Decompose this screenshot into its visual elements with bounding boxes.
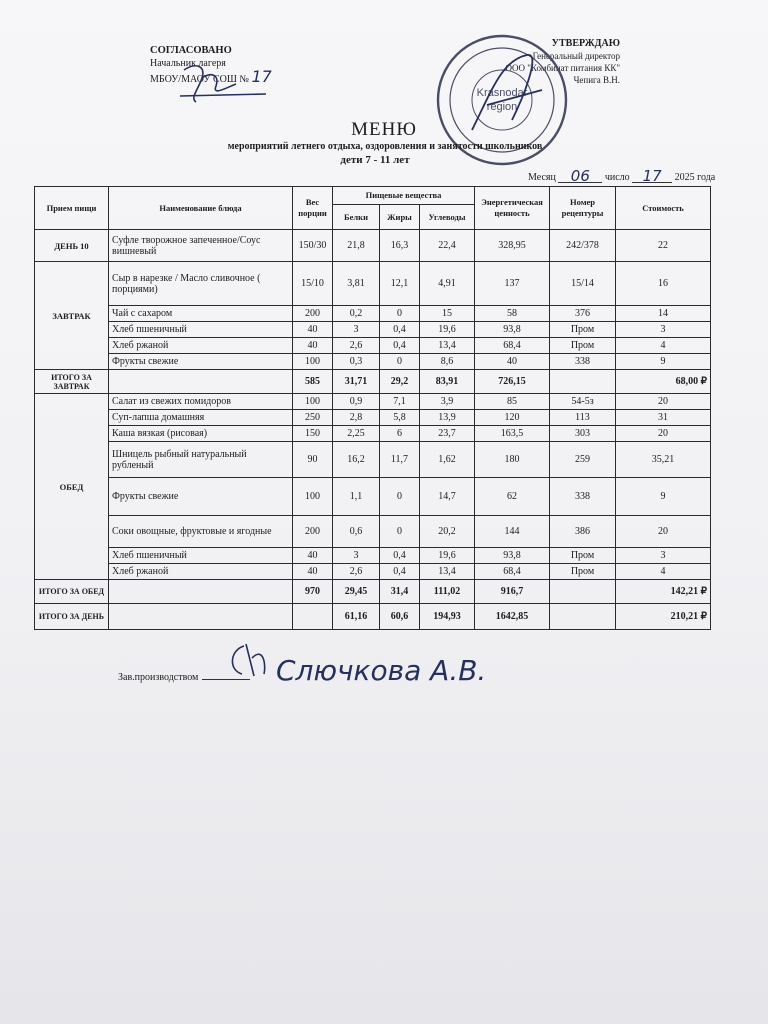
protein-cell: 3 [333,322,380,338]
menu-table [34,186,711,630]
carbs-total: 83,91 [420,370,475,394]
header-dish: Наименование блюда [109,187,293,230]
fat-cell: 0,4 [380,322,420,338]
table-row [35,564,711,580]
cost-cell: 35,21 [616,442,711,478]
weight-total: 970 [293,580,333,604]
protein-total: 61,16 [333,604,380,630]
footer-label: Зав.производством [118,672,199,683]
protein-cell: 2,25 [333,426,380,442]
energy-total: 726,15 [475,370,550,394]
empty-cell [550,580,616,604]
weight-cell: 100 [293,478,333,516]
protein-total: 31,71 [333,370,380,394]
svg-text:region: region [486,101,518,113]
document-subtitle: мероприятий летнего отдыха, оздоровления и занятости школьников [227,141,543,152]
signature-text: Слючкова А.В. [276,654,487,687]
carbs-cell: 1,62 [420,442,475,478]
approval-right-line2: ООО "Комбинат питания КК" [505,63,620,73]
breakfast-total-label: ИТОГО ЗА ЗАВТРАК [35,370,109,394]
header-meal: Прием пищи [35,187,109,230]
carbs-cell: 19,6 [420,548,475,564]
cost-total: 210,21 ₽ [616,604,711,630]
energy-cell: 68,4 [475,564,550,580]
protein-cell: 0,3 [333,354,380,370]
meal-label-lunch: ОБЕД [35,394,109,580]
table-row [35,548,711,564]
fat-cell: 0 [380,306,420,322]
table-row [35,426,711,442]
recipe-cell: 259 [550,442,616,478]
header-recipe: Номер рецептуры [550,187,616,230]
table-row [35,262,711,306]
energy-cell: 180 [475,442,550,478]
weight-cell: 150/30 [293,230,333,262]
cost-cell: 4 [616,564,711,580]
day-total-label: ИТОГО ЗА ДЕНЬ [35,604,109,630]
carbs-cell: 13,4 [420,338,475,354]
table-row [35,478,711,516]
cost-cell: 20 [616,426,711,442]
date-line [528,167,716,185]
empty-cell [109,604,293,630]
protein-cell: 16,2 [333,442,380,478]
dish-name: Фрукты свежие [109,354,293,370]
energy-cell: 58 [475,306,550,322]
recipe-cell: 386 [550,516,616,548]
day-label: число [604,172,630,183]
month-label: Месяц [528,172,556,183]
recipe-cell: 54-5з [550,394,616,410]
recipe-cell: Пром [550,548,616,564]
cost-cell: 3 [616,322,711,338]
energy-cell: 144 [475,516,550,548]
dish-name: Хлеб ржаной [109,338,293,354]
carbs-cell: 8,6 [420,354,475,370]
protein-cell: 2,8 [333,410,380,426]
recipe-cell: Пром [550,322,616,338]
svg-text:Krasnodar: Krasnodar [476,87,528,99]
dish-name: Фрукты свежие [109,478,293,516]
cost-cell: 9 [616,478,711,516]
cost-total: 68,00 ₽ [616,370,711,394]
fat-cell: 0 [380,354,420,370]
dish-name: Хлеб пшеничный [109,548,293,564]
carbs-cell: 13,4 [420,564,475,580]
table-row [35,322,711,338]
dish-name: Чай с сахаром [109,306,293,322]
carbs-cell: 14,7 [420,478,475,516]
carbs-cell: 22,4 [420,230,475,262]
document-title: МЕНЮ [351,119,417,140]
dish-name: Сыр в нарезке / Масло сливочное ( порциями) [109,262,293,306]
fat-cell: 5,8 [380,410,420,426]
dish-name: Суп-лапша домашняя [109,410,293,426]
carbs-total: 111,02 [420,580,475,604]
dish-name: Каша вязкая (рисовая) [109,426,293,442]
carbs-cell: 23,7 [420,426,475,442]
fat-total: 31,4 [380,580,420,604]
fat-cell: 0,4 [380,548,420,564]
recipe-cell: 338 [550,354,616,370]
weight-cell: 150 [293,426,333,442]
table-row [35,306,711,322]
empty-cell [550,370,616,394]
fat-total: 60,6 [380,604,420,630]
carbs-cell: 4,91 [420,262,475,306]
energy-total: 1642,85 [475,604,550,630]
carbs-cell: 15 [420,306,475,322]
header-carbs: Углеводы [420,205,475,230]
weight-cell: 90 [293,442,333,478]
protein-cell: 21,8 [333,230,380,262]
energy-cell: 163,5 [475,426,550,442]
recipe-cell: 338 [550,478,616,516]
energy-cell: 62 [475,478,550,516]
header-protein: Белки [333,205,380,230]
table-row-day [35,230,711,262]
table-row-breakfast-total [35,370,711,394]
protein-cell: 3,81 [333,262,380,306]
cost-cell: 16 [616,262,711,306]
table-row [35,410,711,426]
cost-cell: 22 [616,230,711,262]
fat-cell: 0 [380,478,420,516]
header-fat: Жиры [380,205,420,230]
empty-cell [109,370,293,394]
protein-cell: 0,6 [333,516,380,548]
header-energy: Энергетическая ценность [475,187,550,230]
lunch-total-label: ИТОГО ЗА ОБЕД [35,580,109,604]
protein-total: 29,45 [333,580,380,604]
approval-left-line2: МБОУ/МАОУ СОШ № [150,74,249,85]
carbs-cell: 13,9 [420,410,475,426]
fat-cell: 12,1 [380,262,420,306]
recipe-cell: 376 [550,306,616,322]
weight-cell: 15/10 [293,262,333,306]
energy-cell: 93,8 [475,548,550,564]
left-signature [176,58,286,104]
protein-cell: 1,1 [333,478,380,516]
protein-cell: 2,6 [333,338,380,354]
recipe-cell: 242/378 [550,230,616,262]
protein-cell: 0,9 [333,394,380,410]
cost-cell: 31 [616,410,711,426]
carbs-total: 194,93 [420,604,475,630]
day-value: 17 [632,170,672,183]
table-row [35,338,711,354]
school-number-handwritten: 17 [251,67,272,86]
table-row [35,394,711,410]
protein-cell: 2,6 [333,564,380,580]
fat-cell: 11,7 [380,442,420,478]
carbs-cell: 19,6 [420,322,475,338]
fat-cell: 0 [380,516,420,548]
approval-left-line1: Начальник лагеря [150,58,226,69]
dish-name: Шницель рыбный натуральный рубленый [109,442,293,478]
table-row [35,354,711,370]
dish-name: Суфле творожное запеченное/Соус вишневый [109,230,293,262]
energy-cell: 40 [475,354,550,370]
weight-cell: 40 [293,548,333,564]
cost-cell: 3 [616,548,711,564]
recipe-cell: Пром [550,564,616,580]
approval-left-heading: СОГЛАСОВАНО [150,45,232,56]
carbs-cell: 3,9 [420,394,475,410]
fat-total: 29,2 [380,370,420,394]
fat-cell: 16,3 [380,230,420,262]
day-label: ДЕНЬ 10 [35,230,109,262]
energy-cell: 93,8 [475,322,550,338]
weight-cell: 100 [293,354,333,370]
dish-name: Хлеб ржаной [109,564,293,580]
recipe-cell: 15/14 [550,262,616,306]
header-weight: Вес порции [293,187,333,230]
weight-cell: 40 [293,322,333,338]
weight-cell: 250 [293,410,333,426]
empty-cell [109,580,293,604]
header-nutrients: Пищевые вещества [333,187,475,205]
fat-cell: 7,1 [380,394,420,410]
meal-label-breakfast: ЗАВТРАК [35,262,109,370]
cost-cell: 4 [616,338,711,354]
cost-cell: 9 [616,354,711,370]
fat-cell: 0,4 [380,338,420,354]
weight-cell: 40 [293,338,333,354]
month-value: 06 [558,170,602,183]
energy-cell: 85 [475,394,550,410]
energy-cell: 328,95 [475,230,550,262]
cost-cell: 20 [616,394,711,410]
approval-right-line3: Чепига В.Н. [573,75,620,85]
dish-name: Соки овощные, фруктовые и ягодные [109,516,293,548]
fat-cell: 6 [380,426,420,442]
weight-cell: 200 [293,306,333,322]
table-row [35,516,711,548]
energy-cell: 120 [475,410,550,426]
table-row [35,442,711,478]
cost-cell: 14 [616,306,711,322]
recipe-cell: 113 [550,410,616,426]
recipe-cell: 303 [550,426,616,442]
recipe-cell: Пром [550,338,616,354]
energy-total: 916,7 [475,580,550,604]
weight-cell: 100 [293,394,333,410]
table-row-lunch-total [35,580,711,604]
handwritten-signature [224,636,524,696]
energy-cell: 137 [475,262,550,306]
cost-cell: 20 [616,516,711,548]
weight-total: 585 [293,370,333,394]
fat-cell: 0,4 [380,564,420,580]
dish-name: Салат из свежих помидоров [109,394,293,410]
energy-cell: 68,4 [475,338,550,354]
year-suffix: 2025 года [674,172,716,183]
protein-cell: 0,2 [333,306,380,322]
weight-cell: 200 [293,516,333,548]
approval-right-line1: Генеральный директор [532,51,620,61]
age-group: дети 7 - 11 лет [340,154,410,166]
dish-name: Хлеб пшеничный [109,322,293,338]
header-cost: Стоимость [616,187,711,230]
approval-right-heading: УТВЕРЖДАЮ [551,38,620,49]
weight-cell: 40 [293,564,333,580]
empty-cell [293,604,333,630]
carbs-cell: 20,2 [420,516,475,548]
cost-total: 142,21 ₽ [616,580,711,604]
empty-cell [550,604,616,630]
protein-cell: 3 [333,548,380,564]
table-row-day-total [35,604,711,630]
